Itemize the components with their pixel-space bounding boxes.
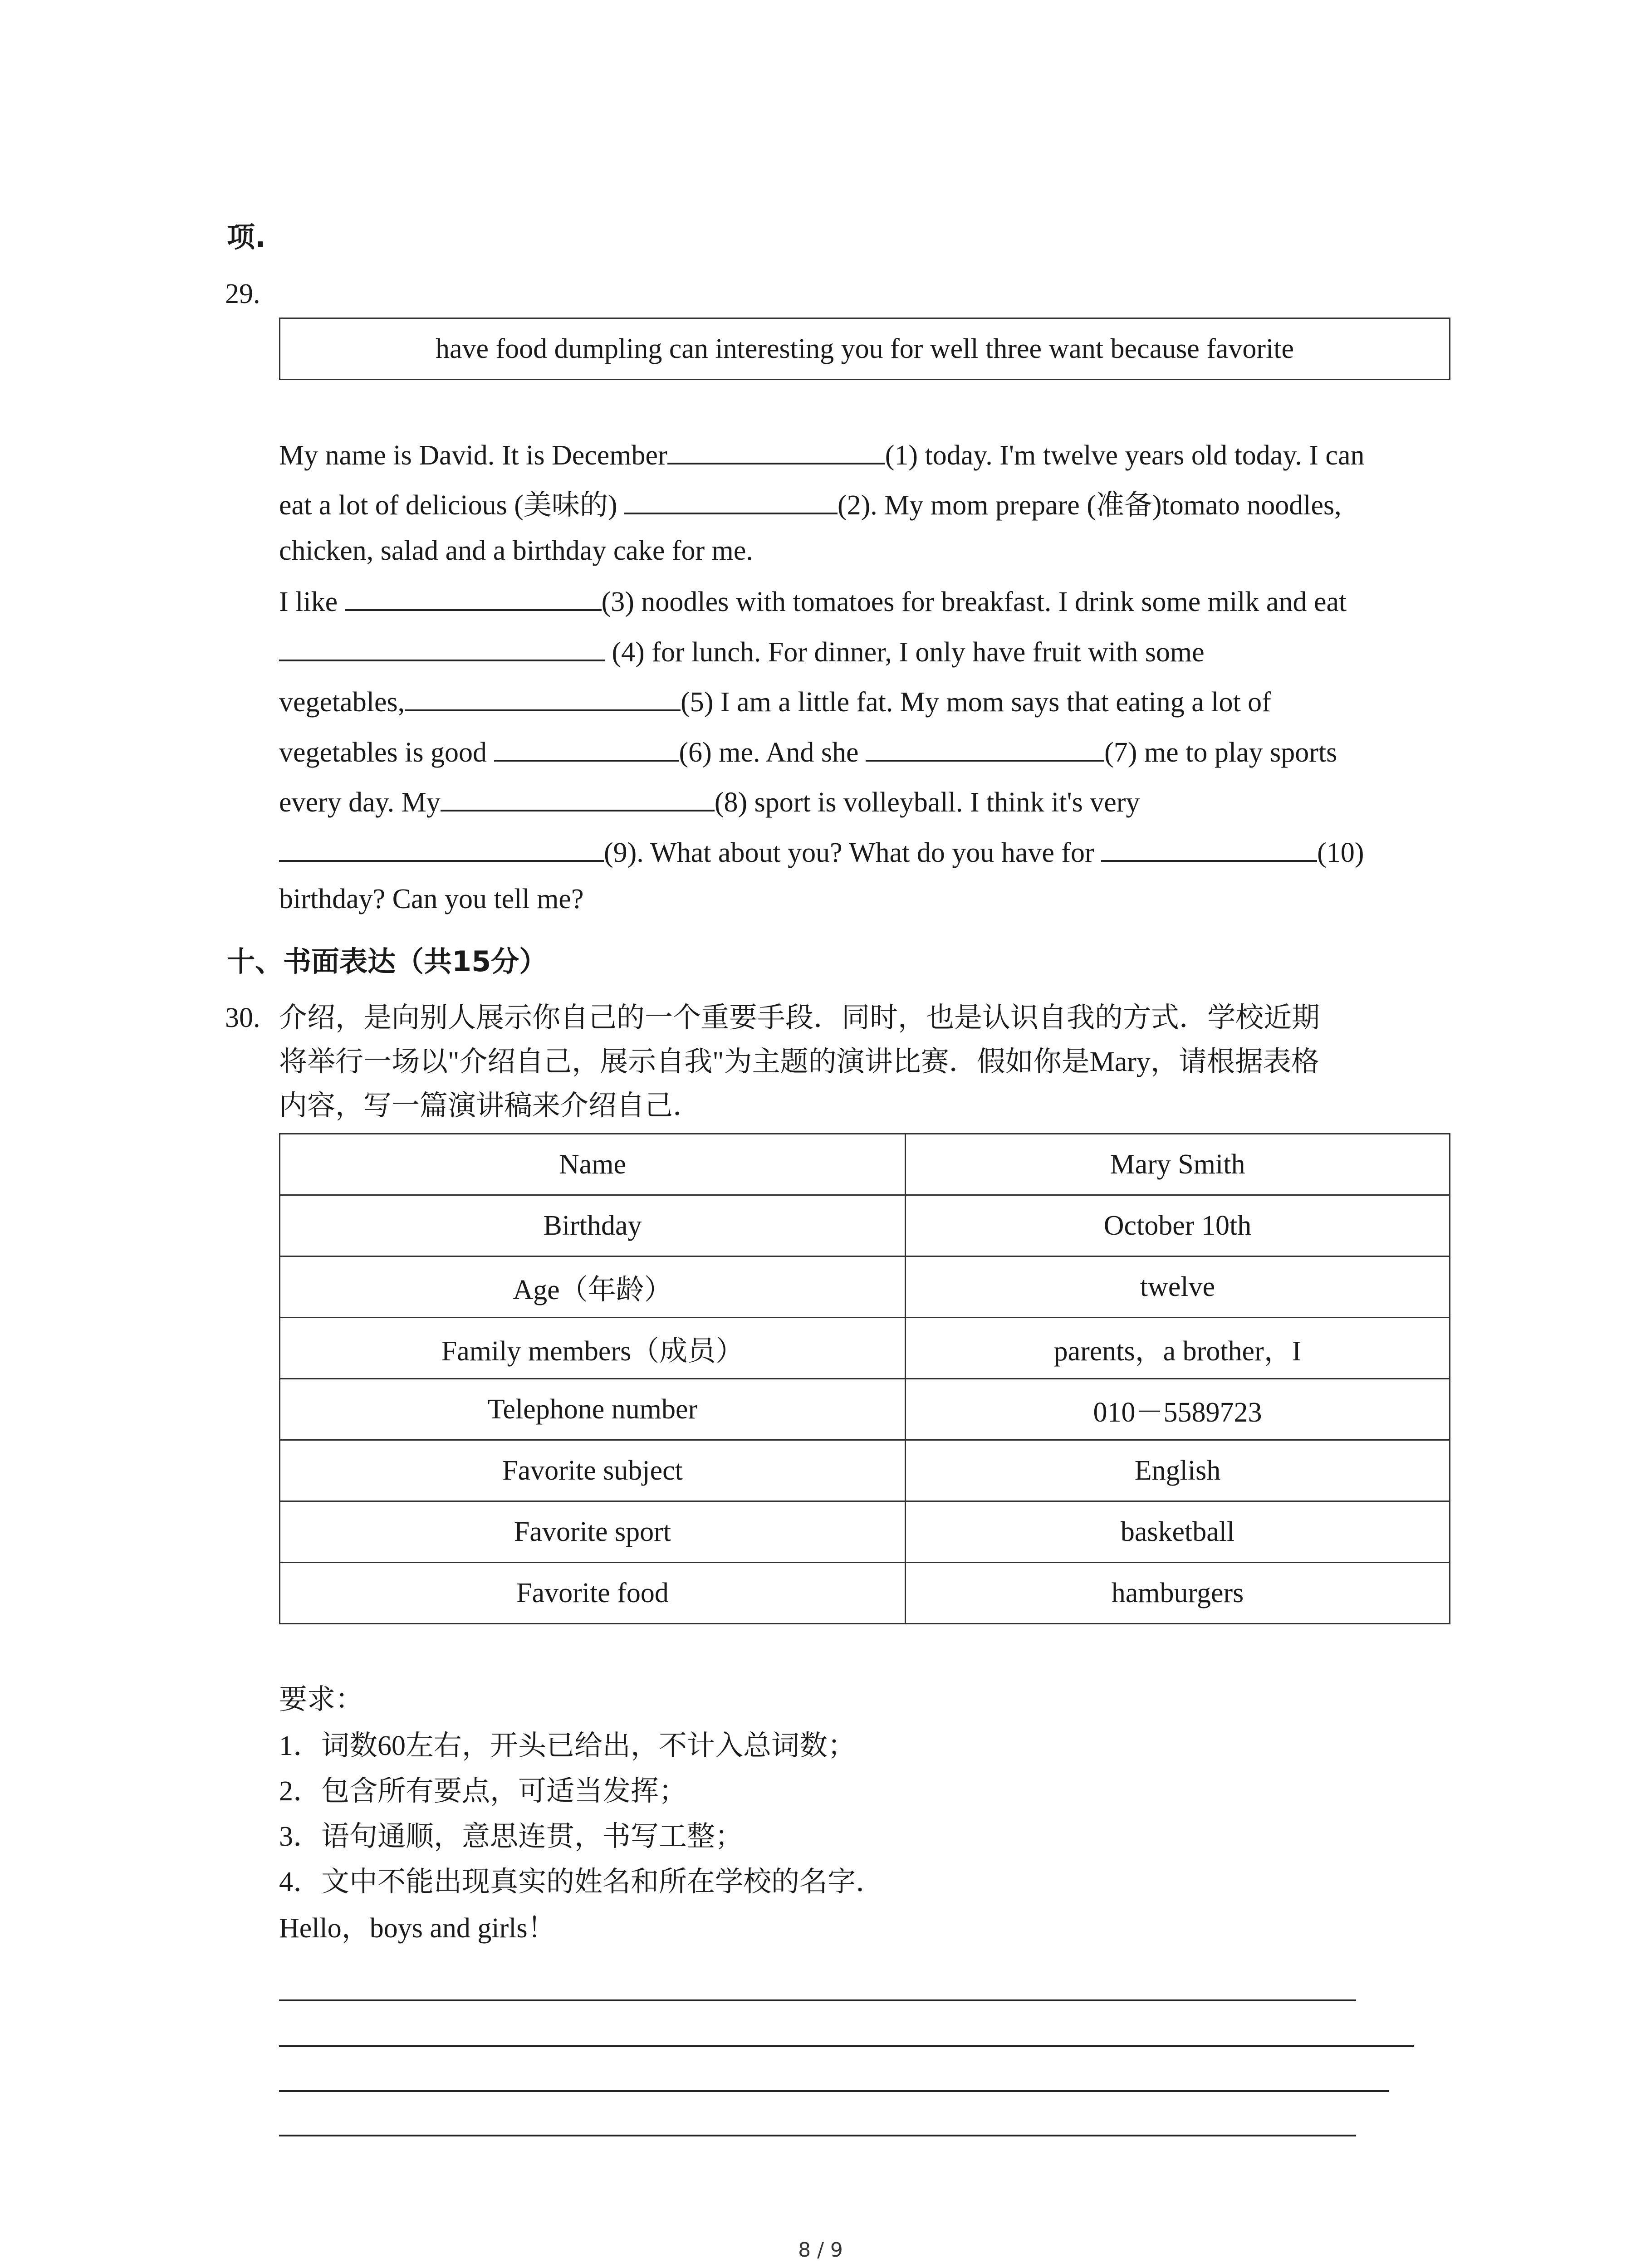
requirements-title: 要求： xyxy=(279,1684,364,1715)
table-cell-label: Favorite sport xyxy=(280,1501,906,1563)
q30-number: 30. xyxy=(225,1002,260,1033)
passage-line-10: birthday? Can you tell me? xyxy=(279,884,584,914)
table-cell-value: twelve xyxy=(906,1256,1450,1318)
table-cell-label: Telephone number xyxy=(280,1379,906,1440)
table-row xyxy=(280,1318,1450,1379)
requirement-3: 3．语句通顺，意思连贯，书写工整； xyxy=(279,1821,744,1852)
table-cell-label: Name xyxy=(280,1134,906,1195)
table-row xyxy=(280,1195,1450,1256)
q29-word-box xyxy=(279,318,1450,380)
blank-5[interactable] xyxy=(405,687,681,711)
table-cell-label: Birthday xyxy=(280,1195,906,1256)
passage-line-3: chicken, salad and a birthday cake for me. xyxy=(279,535,753,566)
table-cell-label: Favorite food xyxy=(280,1563,906,1624)
blank-10[interactable] xyxy=(1101,837,1317,862)
blank-1[interactable] xyxy=(667,440,885,464)
word-box-text: have food dumpling can interesting you for well three want because favorite xyxy=(435,333,1294,364)
q30-prompt-line-1: 介绍，是向别人展示你自己的一个重要手段．同时，也是认识自我的方式．学校近期 xyxy=(279,1002,1320,1033)
table-cell-value: Mary Smith xyxy=(906,1134,1450,1195)
blank-4[interactable] xyxy=(279,637,605,661)
header-fragment: 项. xyxy=(227,220,266,254)
requirement-2: 2．包含所有要点，可适当发挥； xyxy=(279,1776,687,1807)
passage-line-4: I like (3) noodles with tomatoes for breakfast. I drink some milk and eat xyxy=(279,587,1347,617)
table-cell-value: October 10th xyxy=(906,1195,1450,1256)
blank-7[interactable] xyxy=(866,737,1104,762)
table-row xyxy=(280,1256,1450,1318)
table-cell-value: English xyxy=(906,1440,1450,1501)
page-number: 8 / 9 xyxy=(798,2239,843,2262)
writing-line-3[interactable] xyxy=(279,2090,1389,2092)
requirement-4: 4．文中不能出现真实的姓名和所在学校的名字． xyxy=(279,1867,884,1897)
passage-line-5: (4) for lunch. For dinner, I only have fruit with some xyxy=(279,637,1205,666)
table-cell-value: 010－5589723 xyxy=(906,1379,1450,1440)
blank-8[interactable] xyxy=(441,787,715,811)
passage-line-6: vegetables, (5) I am a little fat. My mom says that eating a lot of xyxy=(279,687,1271,718)
table-row xyxy=(280,1440,1450,1501)
blank-3[interactable] xyxy=(345,587,602,611)
passage-line-8: every day. My (8) sport is volleyball. I think it's very xyxy=(279,787,1140,818)
passage-line-1: My name is David. It is December (1) today. I'm twelve years old today. I can xyxy=(279,440,1365,471)
table-cell-label: Age（年龄） xyxy=(280,1256,906,1318)
blank-2[interactable] xyxy=(624,490,838,514)
table-cell-label: Favorite subject xyxy=(280,1440,906,1501)
q29-number: 29. xyxy=(225,279,260,309)
writing-line-1[interactable] xyxy=(279,1999,1356,2001)
passage-line-2: eat a lot of delicious (美味的) (2). My mom prepare (准备)tomato noodles, xyxy=(279,490,1342,521)
requirement-1: 1．词数60左右，开头已给出，不计入总词数； xyxy=(279,1730,856,1761)
writing-line-2[interactable] xyxy=(279,2045,1414,2047)
essay-opening: Hello，boys and girls！ xyxy=(279,1913,556,1944)
section-heading: 十、书面表达（共15分） xyxy=(227,945,548,978)
table-row xyxy=(280,1379,1450,1440)
table-row xyxy=(280,1501,1450,1563)
table-cell-value: parents，a brother，I xyxy=(906,1318,1450,1379)
q30-prompt-line-3: 内容，写一篇演讲稿来介绍自己． xyxy=(279,1090,701,1121)
passage-line-9: (9). What about you? What do you have for (10) xyxy=(279,837,1364,867)
table-row xyxy=(280,1134,1450,1195)
table-row xyxy=(280,1563,1450,1624)
info-table xyxy=(279,1133,1450,1624)
passage-line-7: vegetables is good (6) me. And she (7) me to play sports xyxy=(279,737,1337,768)
table-cell-value: basketball xyxy=(906,1501,1450,1563)
table-cell-label: Family members（成员） xyxy=(280,1318,906,1379)
writing-line-4[interactable] xyxy=(279,2135,1356,2136)
blank-6[interactable] xyxy=(494,737,679,762)
blank-9[interactable] xyxy=(279,837,604,862)
q30-prompt-line-2: 将举行一场以"介绍自己，展示自我"为主题的演讲比赛．假如你是Mary，请根据表格 xyxy=(279,1046,1319,1077)
table-cell-value: hamburgers xyxy=(906,1563,1450,1624)
